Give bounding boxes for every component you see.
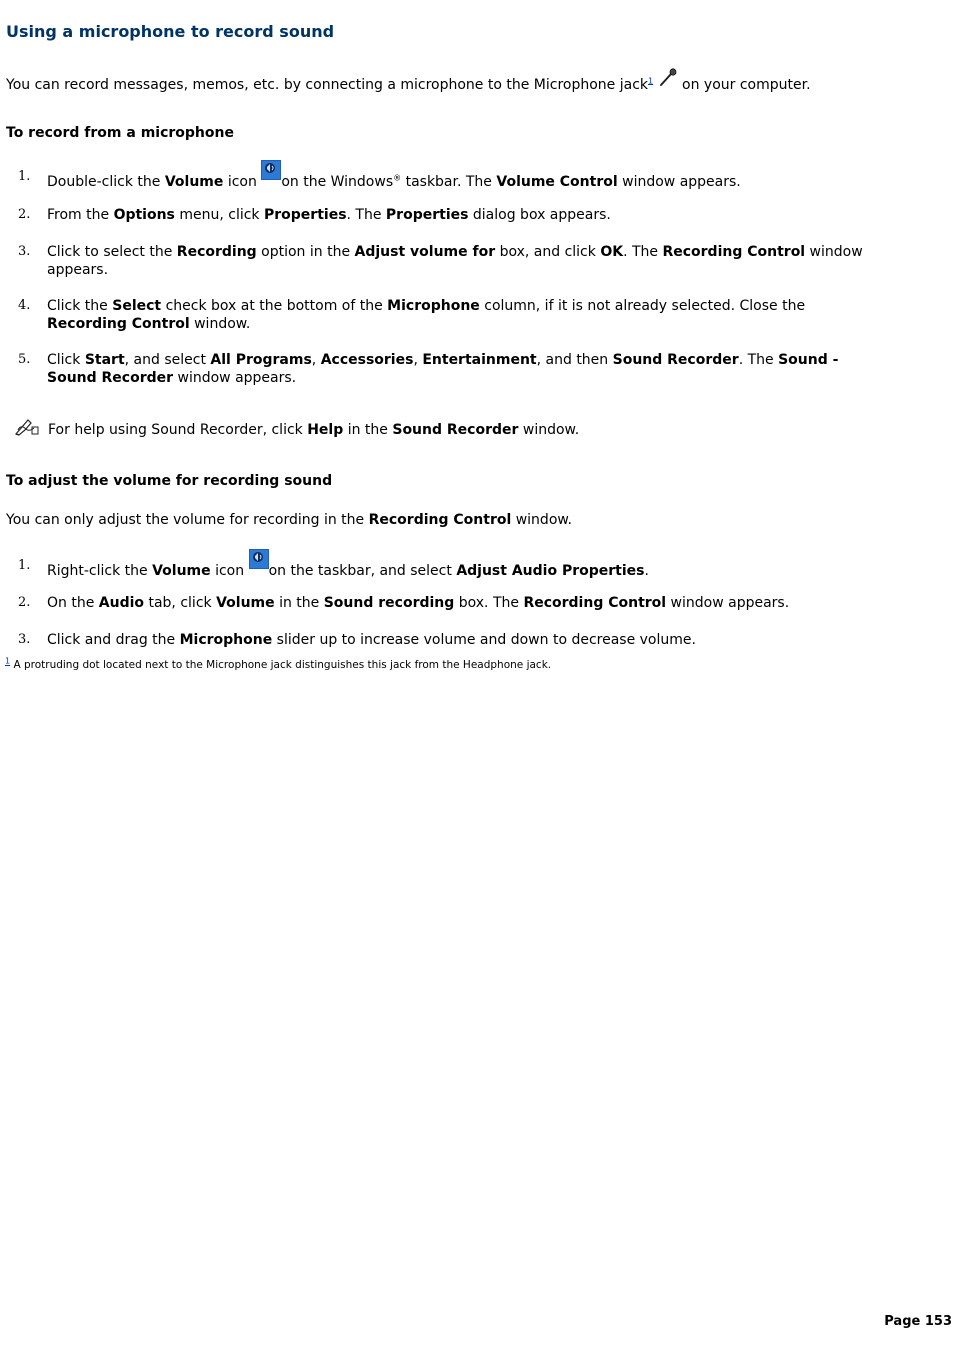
step-number: 4. (18, 298, 31, 313)
footnote: $^1$ A protruding dot located next to the Microphone jack distinguishes this jack from the Headphone jack. (5, 656, 552, 671)
footnote-link[interactable]: 1 (648, 76, 654, 86)
footnote-anchor[interactable]: 1 (5, 656, 11, 666)
step-2-adjust: On the Audio tab, click Volume in the Sound recording box. The Recording Control window appears. (47, 595, 790, 611)
step-1-adjust: Right-click the Volume icon on the taskbar, and select Adjust Audio Properties. (47, 557, 917, 580)
microphone-icon (658, 67, 678, 87)
note-text: For help using Sound Recorder, click Help in the Sound Recorder window. (48, 422, 580, 438)
volume-icon (249, 549, 269, 569)
step-2: From the Options menu, click Properties. The Properties dialog box appears. (47, 207, 611, 223)
volume-icon (261, 160, 281, 180)
step-number: 1. (18, 169, 31, 184)
step-number: 2. (18, 595, 31, 610)
step-number: 5. (18, 352, 31, 367)
section-heading-record: To record from a microphone (6, 125, 234, 141)
step-1: Double-click the Volume icon on the Windows® taskbar. The Volume Control window appears. (47, 168, 917, 191)
page-title: Using a microphone to record sound (6, 22, 335, 41)
page-number: Page 153 (884, 1314, 952, 1329)
step-4: Click the Select check box at the bottom of the Microphone column, if it is not already selected. Close the Recording Control window. (47, 298, 806, 332)
step-3: Click to select the Recording option in the Adjust volume for box, and click OK. The Recording Control window appears. (47, 244, 863, 278)
step-5: Click Start, and select All Programs, Accessories, Entertainment, and then Sound Recorder. The Sound - Sound Recorder window appears. (47, 352, 839, 386)
step-number: 2. (18, 207, 31, 222)
section-heading-adjust: To adjust the volume for recording sound (6, 473, 333, 489)
note-pencil-icon (14, 416, 40, 436)
step-number: 3. (18, 632, 31, 647)
step-number: 3. (18, 244, 31, 259)
intro-paragraph: You can record messages, memos, etc. by connecting a microphone to the Microphone jack$^1$ on your computer. (6, 73, 811, 94)
section2-intro: You can only adjust the volume for recording in the Recording Control window. (6, 512, 572, 528)
step-number: 1. (18, 558, 31, 573)
step-3-adjust: Click and drag the Microphone slider up to increase volume and down to decrease volume. (47, 632, 696, 648)
